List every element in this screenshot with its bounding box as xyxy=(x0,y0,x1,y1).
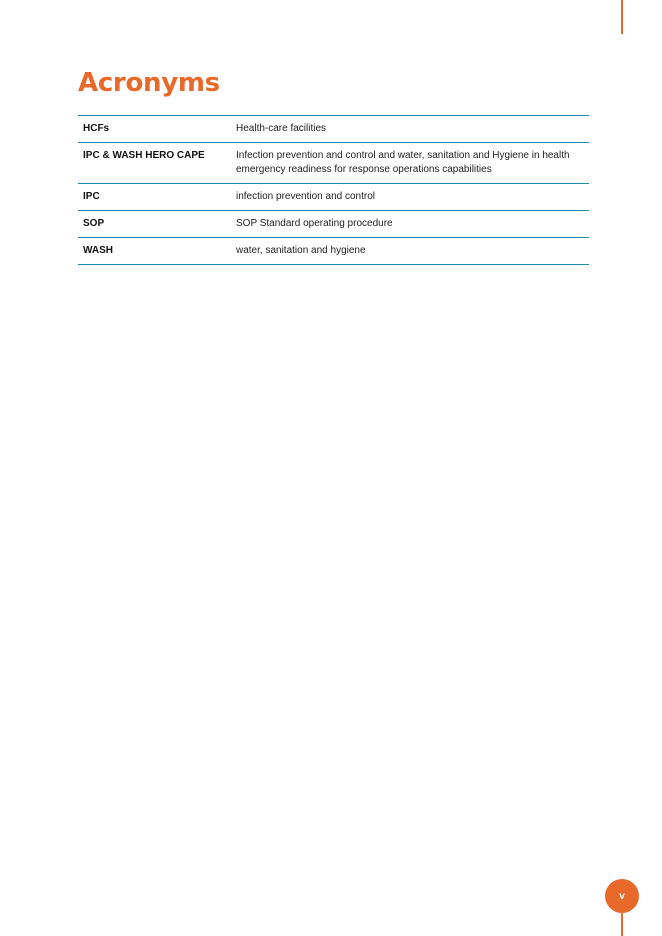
acronym-definition: Infection prevention and control and water, sanitation and Hygiene in health emergency readiness for response operations capabilities xyxy=(226,143,589,184)
page-number: v xyxy=(619,890,625,902)
table-row xyxy=(78,143,589,184)
page-title: Acronyms xyxy=(78,68,220,98)
table-row xyxy=(78,116,589,143)
acronym-definition: water, sanitation and hygiene xyxy=(226,238,589,265)
acronym-table xyxy=(78,115,589,265)
acronym-term: IPC & WASH HERO CAPE xyxy=(78,143,226,184)
acronym-term: SOP xyxy=(78,211,226,238)
acronym-term: IPC xyxy=(78,184,226,211)
acronym-definition: infection prevention and control xyxy=(226,184,589,211)
acronym-definition: Health-care facilities xyxy=(226,116,589,143)
table-row xyxy=(78,184,589,211)
bottom-accent-rule xyxy=(621,913,623,936)
acronym-term: WASH xyxy=(78,238,226,265)
table-row xyxy=(78,211,589,238)
page-number-badge xyxy=(605,879,639,913)
acronym-term: HCFs xyxy=(78,116,226,143)
acronym-definition: SOP Standard operating procedure xyxy=(226,211,589,238)
table-row xyxy=(78,238,589,265)
top-accent-rule xyxy=(621,0,623,34)
